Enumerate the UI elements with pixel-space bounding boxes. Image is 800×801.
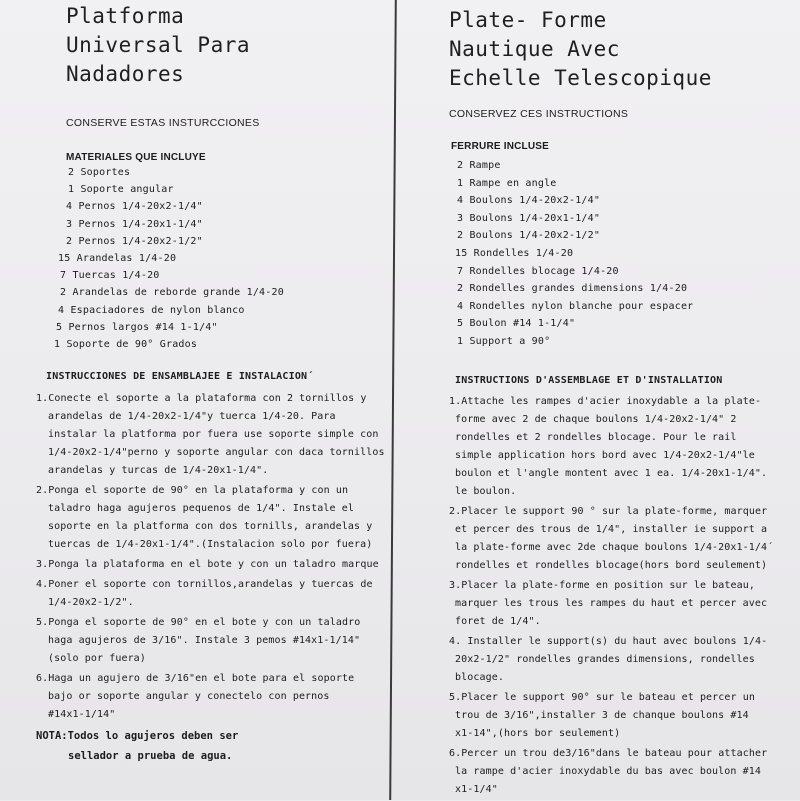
step-line: et percer des trous de 1/4", installer ie support a <box>455 524 768 535</box>
step-line: #14x1-1/14" <box>48 709 116 720</box>
material-item: 1 Soporte de 90° Grados <box>54 338 198 350</box>
step-line: la rampe d'acier inoxydable du bas avec boulon #14 <box>455 766 762 777</box>
instruction-step <box>449 745 779 799</box>
note-line: NOTA:Todos lo agujeros deben ser <box>36 730 239 742</box>
step-line: le boulon. <box>455 486 517 497</box>
step-line: taladro haga agujeros pequenos de 1/4". Instale el <box>48 503 355 514</box>
spanish-title-line: Nadadores <box>66 62 185 86</box>
step-line: bajo or soporte angular y conectelo con pernos <box>48 691 330 702</box>
material-item: 2 Arandelas de reborde grande 1/4-20 <box>60 287 284 299</box>
step-line: (solo por fuera) <box>48 653 146 664</box>
material-item: 5 Boulon #14 1-1/4" <box>457 318 576 330</box>
step-line: rondelles et 2 rondelles blocage. Pour le rail <box>455 432 737 443</box>
step-line: 2.Ponga el soporte de 90° en la plataforma y con un <box>36 485 349 496</box>
step-line: la plate-forme avec 2de chaque boulons 1/4-20x1-1/4´ <box>455 542 774 553</box>
spanish-title-line: Platforma <box>66 4 185 28</box>
step-line: tuercas de 1/4-20x1-1/4".(Instalacion solo por fuera) <box>48 539 373 550</box>
column-divider <box>389 0 397 800</box>
spanish-instructions-heading: INSTRUCCIONES DE ENSAMBLAJEE E INSTALACION´ <box>46 371 314 382</box>
step-line: arandelas de 1/4-20x2-1/4"y tuerca 1/4-20. Para <box>48 411 336 422</box>
step-line: 2.Placer le support 90 ° sur la plate-forme, marquer <box>449 506 768 517</box>
step-line: 20x2-1/2" rondelles grandes dimensions, rondelles <box>455 654 755 665</box>
material-item: 15 Rondelles 1/4-20 <box>455 247 574 259</box>
instruction-step <box>449 577 779 631</box>
step-line: 4.Poner el soporte con tornillos,arandelas y tuercas de <box>36 579 373 590</box>
spanish-materials-heading: MATERIALES QUE INCLUYE <box>66 152 206 163</box>
step-line: 1.Conecte el soporte a la plataforma con 2 tornillos y <box>36 393 367 404</box>
spanish-title-line: Universal Para <box>66 33 251 57</box>
step-line: 1/4-20x2-1/2". <box>48 597 134 608</box>
material-item: 3 Boulons 1/4-20x1-1/4" <box>457 212 601 224</box>
instruction-step <box>36 482 381 554</box>
instruction-step <box>36 556 381 574</box>
step-line: 1.Attache les rampes d'acier inoxydable a la plate- <box>449 396 762 407</box>
step-line: instalar la platforma por fuera use soporte simple con <box>48 429 379 440</box>
step-line: rondelles et rondelles blocage(hors bord seulement) <box>455 560 768 571</box>
material-item: 1 Soporte angular <box>68 184 174 196</box>
step-line: soporte en la platforma con dos tornills, arandelas y <box>48 521 373 532</box>
instruction-step <box>449 633 779 687</box>
step-line: trou de 3/16",installer 3 de chanque boulons #14 <box>455 710 749 721</box>
step-line: 5.Placer le support 90° sur le bateau et percer un <box>449 692 756 703</box>
material-item: 4 Pernos 1/4-20x2-1/4" <box>66 201 203 213</box>
step-line: 6.Percer un trou de3/16"dans le bateau pour attacher <box>449 748 768 759</box>
material-item: 1 Support a 90° <box>457 335 551 347</box>
material-item: 15 Arandelas 1/4-20 <box>58 252 177 264</box>
french-materials-list <box>455 157 693 351</box>
material-item: 2 Pernos 1/4-20x2-1/2" <box>66 235 203 247</box>
instruction-step <box>36 576 381 612</box>
spanish-steps <box>36 390 385 726</box>
instruction-step <box>36 614 381 668</box>
step-line: 6.Haga un agujero de 3/16"en el bote para el soporte <box>36 673 355 684</box>
french-title-line: Nautique Avec <box>449 37 620 61</box>
french-title-line: Echelle Telescopique <box>449 66 712 90</box>
material-item: 7 Rondelles blocage 1/4-20 <box>457 265 619 277</box>
step-line: forme avec 2 de chaque boulons 1/4-20x2-1/4" 2 <box>455 414 737 425</box>
material-item: 2 Boulons 1/4-20x2-1/2" <box>457 230 601 242</box>
material-item: 1 Rampe en angle <box>457 177 557 189</box>
material-item: 7 Tuercas 1/4-20 <box>60 270 160 282</box>
spanish-materials-list <box>54 164 284 353</box>
instruction-step <box>36 670 381 724</box>
spanish-conserve-note: CONSERVE ESTAS INSTURCCIONES <box>66 117 260 129</box>
material-item: 2 Rondelles grandes dimensions 1/4-20 <box>457 283 688 295</box>
note-line: sellador a prueba de agua. <box>68 750 233 762</box>
french-materials-heading: FERRURE INCLUSE <box>451 141 550 152</box>
step-line: blocage. <box>455 672 504 683</box>
step-line: 3.Placer la plate-forme en position sur le bateau, <box>449 580 756 591</box>
step-line: 1/4-20x2-1/4"perno y soporte angular con daca tornillos <box>48 447 385 458</box>
step-line: haga agujeros de 3/16". Instale 3 pemos #14x1-1/14" <box>48 635 361 646</box>
step-line: foret de 1/4". <box>455 616 541 627</box>
step-line: boulon et l'angle montent avec 1 ea. 1/4-20x1-1/4". <box>455 468 768 479</box>
instruction-step <box>449 393 779 501</box>
material-item: 2 Rampe <box>457 160 501 171</box>
material-item: 4 Espaciadores de nylon blanco <box>58 304 245 316</box>
material-item: 5 Pernos largos #14 1-1/4" <box>56 321 218 333</box>
step-line: 4. Installer le support(s) du haut avec boulons 1/4- <box>449 636 768 647</box>
material-item: 2 Soportes <box>68 167 131 178</box>
french-title <box>449 6 712 93</box>
material-item: 4 Rondelles nylon blanche pour espacer <box>457 300 694 312</box>
material-item: 3 Pernos 1/4-20x1-1/4" <box>66 218 203 230</box>
step-line: simple application hors bord avec 1/4-20x2-1/4"le <box>455 450 755 461</box>
material-item: 4 Boulons 1/4-20x2-1/4" <box>457 195 601 207</box>
step-line: 5.Ponga el soporte de 90° en el bote y con un taladro <box>36 617 361 628</box>
instruction-step <box>449 689 779 743</box>
french-instructions-heading: INSTRUCTIONS D'ASSEMBLAGE ET D'INSTALLATION <box>455 375 723 386</box>
french-conserve-note: CONSERVEZ CES INSTRUCTIONS <box>449 108 629 120</box>
french-title-line: Plate- Forme <box>449 8 607 32</box>
step-line: arandelas y turcas de 1/4-20x1-1/4". <box>48 465 269 476</box>
spanish-title <box>66 2 250 89</box>
instruction-step <box>449 503 779 575</box>
instruction-step <box>36 390 385 480</box>
step-line: x1-14",(hors bor seulement) <box>455 728 621 739</box>
step-line: 3.Ponga la plataforma en el bote y con un taladro marque <box>36 559 379 570</box>
french-steps <box>449 393 779 801</box>
spanish-note <box>36 726 238 766</box>
step-line: marquer les trous les rampes du haut et percer avec <box>455 598 768 609</box>
step-line: x1-1/4" <box>455 784 498 795</box>
